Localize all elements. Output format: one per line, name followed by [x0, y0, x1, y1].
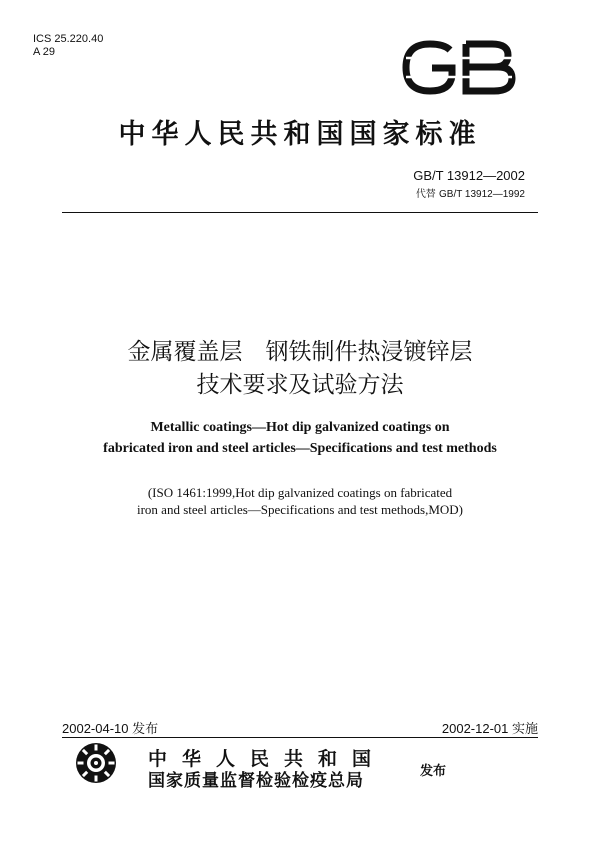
standard-number: GB/T 13912—2002	[413, 168, 525, 183]
ics-code-block	[33, 33, 103, 59]
issue-date: 2002-04-10 发布	[62, 721, 159, 736]
replaces-number: GB/T 13912—1992	[439, 189, 525, 200]
en-title-line-1: Metallic coatings—Hot dip galvanized coatings on	[150, 420, 450, 435]
issuer-line-1: 中华人民共和国	[148, 748, 387, 770]
svg-text:GB: GB	[460, 70, 462, 71]
cn-title-line-1: 金属覆盖层 钢铁制件热浸镀锌层	[127, 339, 473, 365]
gb-logo-icon	[400, 40, 520, 95]
issue-word: 发布	[420, 764, 447, 779]
replaces-line	[416, 185, 525, 200]
government-seal-icon	[75, 742, 117, 784]
classification-code: A 29	[33, 46, 56, 58]
top-divider	[62, 212, 538, 213]
implement-date: 2002-12-01 实施	[441, 721, 538, 736]
iso-note-line-1: (ISO 1461:1999,Hot dip galvanized coatings on fabricated	[147, 485, 453, 500]
iso-note-line-2: iron and steel articles—Specifications and test methods,MOD)	[136, 502, 463, 517]
issuer-line-2: 国家质量监督检验检疫总局	[148, 771, 364, 791]
en-title-line-2: fabricated iron and steel articles—Specifications and test methods	[103, 441, 497, 456]
ics-code: ICS 25.220.40	[33, 33, 104, 45]
bottom-divider	[62, 737, 538, 738]
replaces-prefix: 代替	[415, 189, 436, 200]
standard-category-title: 中华人民共和国国家标准	[118, 119, 482, 150]
cn-title-line-2: 技术要求及试验方法	[196, 372, 404, 398]
